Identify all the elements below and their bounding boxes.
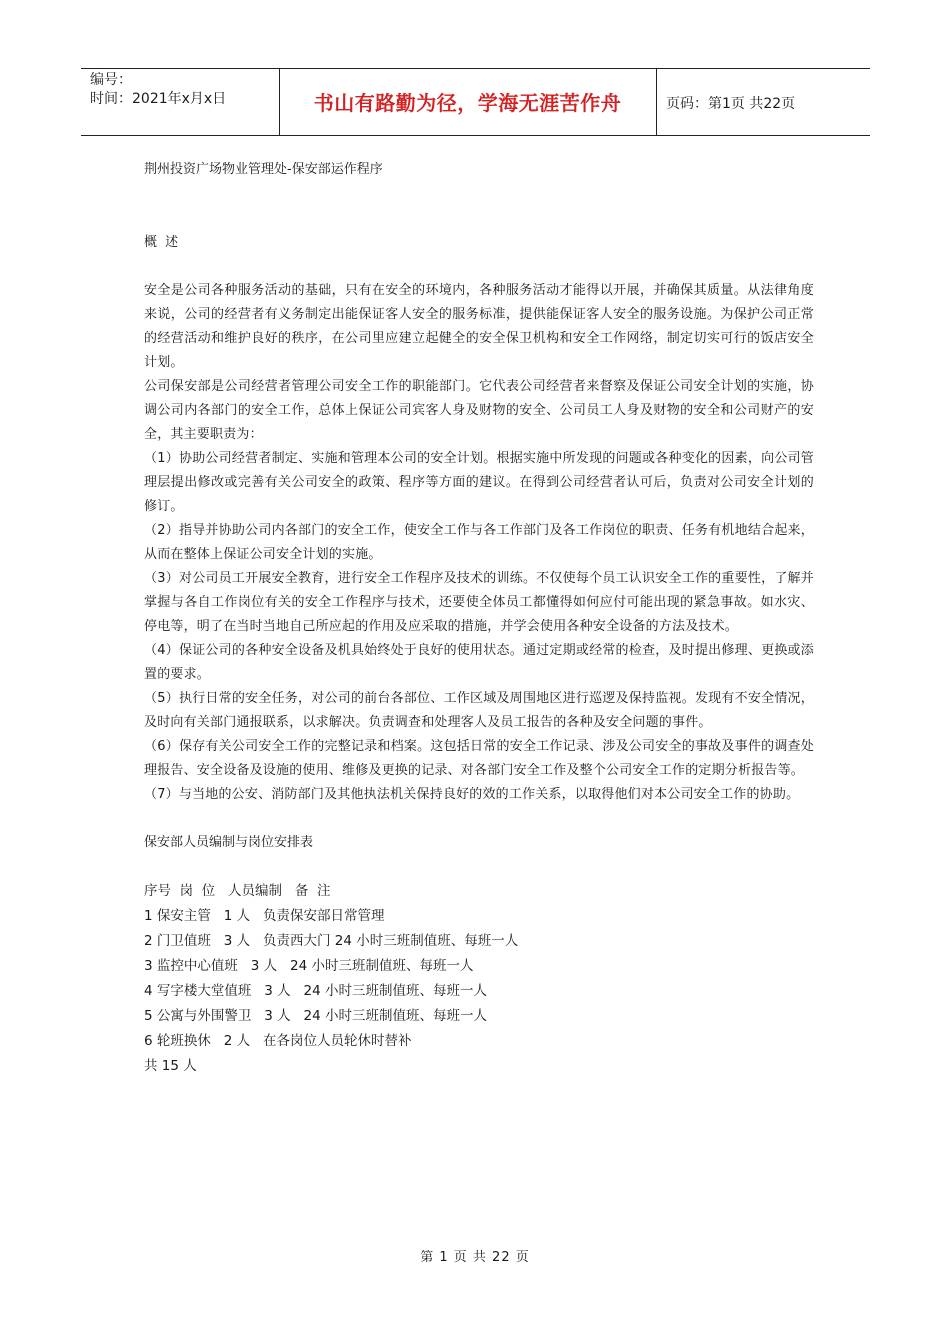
staffing-table xyxy=(144,879,814,1079)
duty-item: （4）保证公司的各种安全设备及机具始终处于良好的使用状态。通过定期或经常的检查，及时提出修理、更换或添置的要求。 xyxy=(144,643,814,682)
header-meta xyxy=(90,71,226,109)
section-heading-overview: 概 述 xyxy=(144,235,181,250)
duty-item: （3）对公司员工开展安全教育，进行安全工作程序及技术的训练。不仅使每个员工认识安全工作的重要性，了解并掌握与各自工作岗位有关的安全工作程序与技术，还要使全体员工都懂得如何应付可能出现的紧急事故。如水灾、停电等，明了在当时当地自己所应起的作用及应采取的措施，并学会使用各种安全设备的方法及技术。 xyxy=(144,571,814,634)
doc-date: 时间：2021年x月x日 xyxy=(90,91,227,107)
staffing-table-row: 6 轮班换休 2 人 在各岗位人员轮休时替补 xyxy=(144,1033,412,1049)
staffing-table-row: 5 公寓与外围警卫 3 人 24 小时三班制值班、每班一人 xyxy=(144,1008,487,1024)
header-divider-right xyxy=(656,68,657,135)
staffing-table-row: 3 监控中心值班 3 人 24 小时三班制值班、每班一人 xyxy=(144,958,474,974)
page-footer: 第 1 页 共 22 页 xyxy=(420,1250,530,1265)
staffing-table-row: 1 保安主管 1 人 负责保安部日常管理 xyxy=(144,908,385,924)
doc-code-label: 编号： xyxy=(90,72,132,88)
paragraph: 安全是公司各种服务活动的基础，只有在安全的环境内，各种服务活动才能得以开展，并确保其质量。从法律角度来说，公司的经营者有义务制定出能保证客人安全的服务标准，提供能保证客人安全的服务设施。为保护公司正常的经营活动和维护良好的秩序，在公司里应建立起健全的安全保卫机构和安全工作网络，制定切实可行的饭店安全计划。 xyxy=(144,283,814,370)
duty-item: （2）指导并协助公司内各部门的安全工作，使安全工作与各工作部门及各工作岗位的职责、任务有机地结合起来，从而在整体上保证公司安全计划的实施。 xyxy=(144,523,814,562)
staffing-table-title: 保安部人员编制与岗位安排表 xyxy=(144,835,314,850)
duty-item: （5）执行日常的安全任务，对公司的前台各部位、工作区域及周围地区进行巡逻及保持监视。发现有不安全情况，及时向有关部门通报联系，以求解决。负责调查和处理客人及员工报告的各种及安全问题的事件。 xyxy=(144,691,814,730)
header-motto: 书山有路勤为径，学海无涯苦作舟 xyxy=(313,91,622,115)
duty-item: （7）与当地的公安、消防部门及其他执法机关保持良好的效的工作关系，以取得他们对本公司安全工作的协助。 xyxy=(144,787,800,802)
staffing-table-row: 4 写字楼大堂值班 3 人 24 小时三班制值班、每班一人 xyxy=(144,983,487,999)
header-page-info: 页码：第1页 共22页 xyxy=(666,96,796,112)
overview-paragraphs xyxy=(144,279,814,807)
staffing-table-row: 2 门卫值班 3 人 负责西大门 24 小时三班制值班、每班一人 xyxy=(144,933,519,949)
paragraph: 公司保安部是公司经营者管理公司安全工作的职能部门。它代表公司经营者来督察及保证公司安全计划的实施，协调公司内各部门的安全工作，总体上保证公司宾客人身及财物的安全、公司员工人身及财物的安全和公司财产的安全，其主要职责为： xyxy=(144,379,814,442)
duty-item: （6）保存有关公司安全工作的完整记录和档案。这包括日常的安全工作记录、涉及公司安全的事故及事件的调查处理报告、安全设备及设施的使用、维修及更换的记录、对各部门安全工作及整个公司安全工作的定期分析报告等。 xyxy=(144,739,814,778)
header-bottom-rule xyxy=(81,135,870,136)
document-title: 荆州投资广场物业管理处-保安部运作程序 xyxy=(144,162,383,177)
document-body xyxy=(144,158,814,1079)
staffing-table-total: 共 15 人 xyxy=(144,1058,197,1074)
staffing-table-header: 序号 岗 位 人员编制 备 注 xyxy=(144,883,331,899)
duty-item: （1）协助公司经营者制定、实施和管理本公司的安全计划。根据实施中所发现的问题或各种变化的因素，向公司管理层提出修改或完善有关公司安全的政策、程序等方面的建议。在得到公司经营者认可后，负责对公司安全计划的修订。 xyxy=(144,451,814,514)
